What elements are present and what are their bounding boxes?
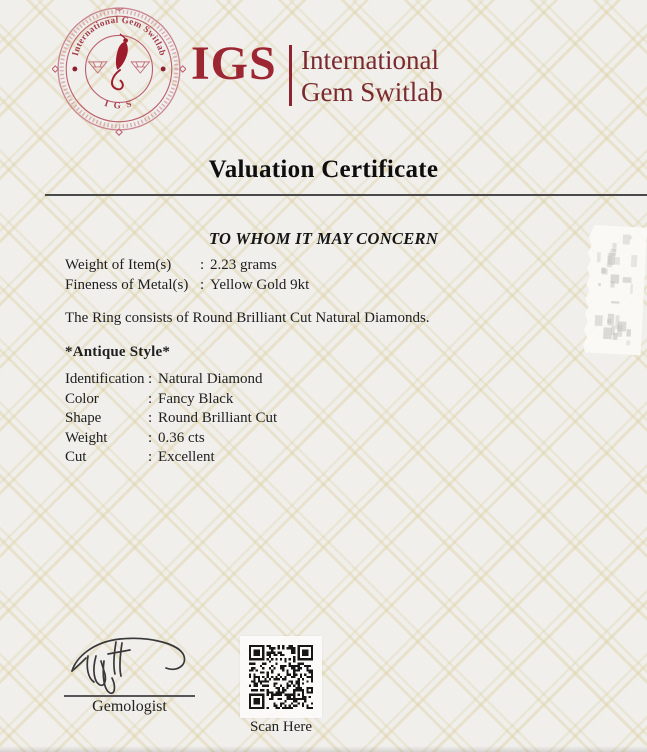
colon-separator: : (148, 429, 153, 446)
detail-value: 0.36 cts (158, 429, 205, 446)
colon-separator: : (148, 449, 153, 466)
detail-label: Shape (65, 410, 102, 427)
summary-row-fineness (65, 276, 309, 296)
qr-code (240, 636, 322, 718)
detail-value: Excellent (158, 449, 215, 466)
certificate-title: Valuation Certificate (208, 156, 439, 183)
seal-right-dot (161, 67, 166, 72)
summary-value: Yellow Gold 9kt (210, 276, 310, 293)
brand-name (301, 44, 443, 108)
summary-label: Weight of Item(s) (65, 257, 172, 273)
summary-row-weight (65, 256, 309, 276)
detail-row-cut (65, 448, 277, 468)
title-rule (45, 194, 647, 196)
detail-row-color (65, 390, 277, 410)
brand-abbreviation: IGS (191, 37, 277, 90)
colon-separator: : (200, 276, 205, 293)
gemologist-signature (58, 616, 200, 698)
detail-label: Identification (65, 371, 145, 387)
bird-emblem-icon (111, 34, 131, 89)
detail-row-weight (65, 429, 277, 449)
hologram-sticker (583, 225, 647, 356)
stone-details (65, 370, 277, 468)
summary-value: 2.23 grams (210, 257, 277, 273)
detail-label: Color (65, 390, 99, 407)
detail-label: Weight (65, 429, 108, 446)
qr-caption: Scan Here (249, 719, 313, 735)
salutation: TO WHOM IT MAY CONCERN (208, 229, 439, 248)
svg-text:I G S (103, 98, 134, 110)
colon-separator: : (200, 257, 205, 273)
signature-line (64, 695, 195, 697)
brand-name-line2: Gem Switlab (301, 77, 443, 107)
item-description: The Ring consists of Round Brilliant Cut Natural Diamonds. (65, 310, 430, 326)
item-summary (65, 256, 309, 295)
igs-seal-logo (52, 4, 186, 138)
seal-left-dot (72, 67, 77, 72)
detail-value: Natural Diamond (158, 371, 263, 387)
seal-ring-bottom-text: I G S (103, 97, 135, 111)
detail-value: Fancy Black (158, 390, 234, 407)
detail-value: Round Brilliant Cut (158, 410, 278, 427)
style-note: *Antique Style* (65, 344, 171, 360)
brand-divider-line (289, 45, 292, 106)
detail-row-shape (65, 409, 277, 429)
brand-name-line1: International (301, 45, 439, 75)
detail-row-identification (65, 370, 277, 390)
seal-ring-text: International Gem Switlab (69, 14, 169, 57)
colon-separator: : (148, 371, 153, 387)
colon-separator: : (148, 410, 153, 427)
signature-role-label: Gemologist (92, 698, 167, 715)
colon-separator: : (148, 390, 153, 407)
summary-label: Fineness of Metal(s) (65, 276, 189, 293)
detail-label: Cut (65, 449, 87, 466)
